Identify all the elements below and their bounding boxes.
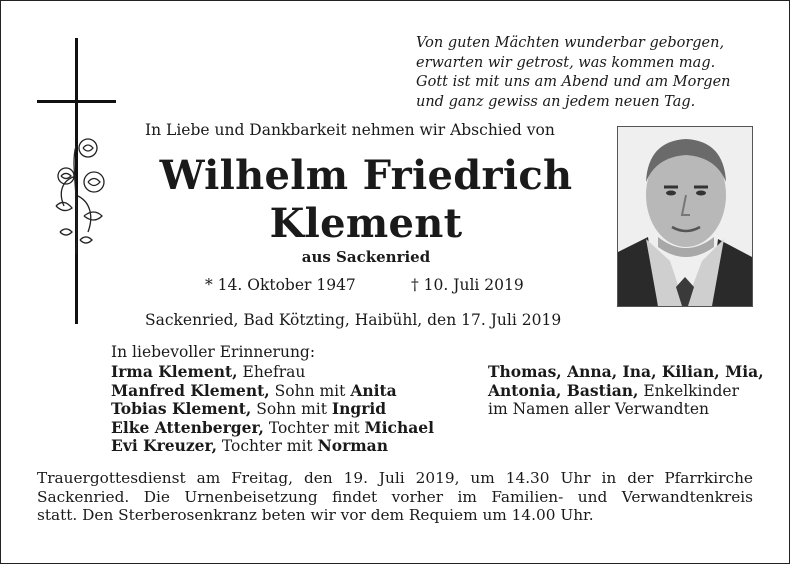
poem-line: Gott ist mit uns am Abend und am Morgen [416, 74, 731, 90]
mourner-name: Elke Attenberger, [111, 417, 264, 437]
grandchildren-names: Thomas, Anna, Ina, Kilian, Mia, [488, 362, 764, 381]
mourner-relation: Sohn mit [269, 381, 351, 400]
poem [416, 34, 731, 112]
mourner-partner: Norman [317, 436, 388, 455]
mourner-name: Tobias Klement, [111, 399, 252, 418]
mourner-partner: Ingrid [331, 399, 387, 418]
grandchildren-names: Antonia, Bastian, [488, 380, 639, 400]
list-item [111, 419, 434, 438]
roses-icon [50, 136, 112, 262]
mourner-relation: Ehefrau [237, 363, 306, 381]
list-item [111, 400, 434, 419]
grandchildren-line [488, 382, 764, 401]
mourners-list [111, 363, 434, 456]
place-date: Sackenried, Bad Kötzting, Haibühl, den 17. Juli 2019 [145, 311, 562, 329]
mourner-name: Manfred Klement, [111, 380, 270, 400]
deceased-name-last: Klement [269, 200, 463, 247]
service-line: Trauergottesdienst am Freitag, den 19. Juli 2019, um 14.30 Uhr in der Pfarrkirche [37, 469, 753, 487]
deceased-name-first: Wilhelm Friedrich [159, 152, 573, 199]
portrait-photo [617, 126, 753, 307]
mourner-name: Evi Kreuzer, [111, 436, 217, 455]
mourner-partner: Anita [350, 380, 397, 400]
family-list [488, 363, 764, 419]
death-date: † 10. Juli 2019 [411, 276, 524, 294]
grandchildren-line [488, 363, 764, 382]
service-line: statt. Den Sterberosenkranz beten wir vor dem Requiem um 14.00 Uhr. [37, 506, 594, 524]
mourner-partner: Michael [364, 417, 435, 437]
mourner-relation: Sohn mit [251, 400, 332, 418]
memory-heading: In liebevoller Erinnerung: [111, 343, 316, 361]
list-item [111, 382, 434, 401]
origin-text: aus Sackenried [301, 248, 431, 266]
mourner-name: Irma Klement, [111, 362, 238, 381]
list-item [111, 437, 434, 456]
relatives-line: im Namen aller Verwandten [488, 400, 709, 418]
grandchildren-label: Enkelkinder [638, 381, 740, 400]
cross-bar [37, 100, 116, 103]
service-notice [37, 469, 753, 525]
mourner-relation: Tochter mit [263, 418, 365, 437]
mourner-relation: Tochter mit [216, 437, 318, 455]
poem-line: erwarten wir getrost, was kommen mag. [416, 54, 716, 71]
birth-date: * 14. Oktober 1947 [205, 276, 356, 294]
list-item [111, 363, 434, 382]
poem-line: und ganz gewiss an jedem neuen Tag. [416, 93, 696, 110]
poem-line: Von guten Mächten wunderbar geborgen, [416, 35, 725, 51]
intro-text: In Liebe und Dankbarkeit nehmen wir Abschied von [145, 121, 555, 139]
service-line: Sackenried. Die Urnenbeisetzung findet vorher im Familien- und Verwandtenkreis [37, 487, 753, 506]
